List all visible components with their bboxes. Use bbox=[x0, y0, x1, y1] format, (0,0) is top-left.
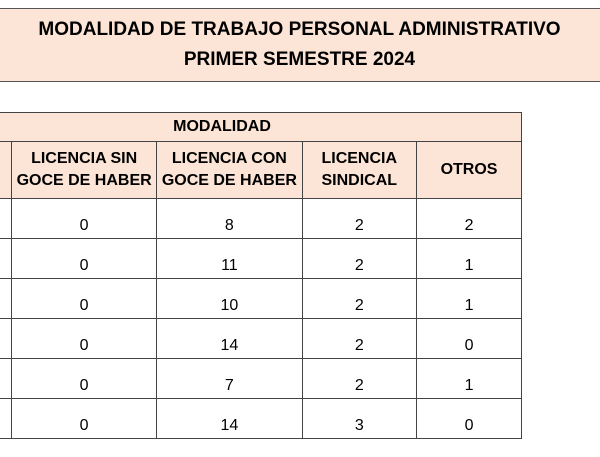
table-cell bbox=[0, 239, 12, 279]
table-cell: 1 bbox=[417, 239, 522, 279]
table-cell: 8 bbox=[157, 199, 302, 239]
table-row bbox=[0, 359, 522, 399]
table-row bbox=[0, 199, 522, 239]
table-cell: 0 bbox=[417, 319, 522, 359]
table-cell: 0 bbox=[12, 359, 157, 399]
table-cell: 0 bbox=[417, 399, 522, 439]
report-title-box bbox=[0, 8, 600, 82]
table-cell: 11 bbox=[157, 239, 302, 279]
table-cell: 1 bbox=[417, 279, 522, 319]
table-cell: 2 bbox=[302, 239, 417, 279]
table-cell: 2 bbox=[302, 319, 417, 359]
column-header: LICENCIA SINDICAL bbox=[302, 142, 417, 199]
column-header bbox=[0, 142, 12, 199]
table-cell bbox=[0, 279, 12, 319]
modality-table bbox=[0, 112, 522, 439]
table-cell: 2 bbox=[302, 199, 417, 239]
table-cell bbox=[0, 359, 12, 399]
group-header-modalidad: MODALIDAD bbox=[0, 113, 522, 142]
table-row bbox=[0, 319, 522, 359]
table-cell: 0 bbox=[12, 199, 157, 239]
table-cell: 7 bbox=[157, 359, 302, 399]
column-header: OTROS bbox=[417, 142, 522, 199]
table-cell bbox=[0, 399, 12, 439]
report-period: PRIMER SEMESTRE 2024 bbox=[183, 49, 416, 70]
table-row bbox=[0, 239, 522, 279]
table-cell bbox=[0, 319, 12, 359]
table-row bbox=[0, 279, 522, 319]
table-row bbox=[0, 399, 522, 439]
column-header-row bbox=[0, 142, 522, 199]
table-cell: 0 bbox=[12, 399, 157, 439]
table-cell: 2 bbox=[302, 359, 417, 399]
table-cell: 3 bbox=[302, 399, 417, 439]
table-cell: 14 bbox=[157, 399, 302, 439]
data-table-area bbox=[0, 112, 600, 457]
table-cell: 0 bbox=[12, 319, 157, 359]
table-cell bbox=[0, 199, 12, 239]
table-cell: 2 bbox=[417, 199, 522, 239]
column-header: LICENCIA CON GOCE DE HABER bbox=[157, 142, 302, 199]
table-cell: 14 bbox=[157, 319, 302, 359]
table-cell: 0 bbox=[12, 239, 157, 279]
table-cell: 10 bbox=[157, 279, 302, 319]
table-cell: 0 bbox=[12, 279, 157, 319]
column-header: LICENCIA SIN GOCE DE HABER bbox=[12, 142, 157, 199]
table-cell: 1 bbox=[417, 359, 522, 399]
table-cell: 2 bbox=[302, 279, 417, 319]
report-title: MODALIDAD DE TRABAJO PERSONAL ADMINISTRATIVO bbox=[38, 19, 561, 40]
